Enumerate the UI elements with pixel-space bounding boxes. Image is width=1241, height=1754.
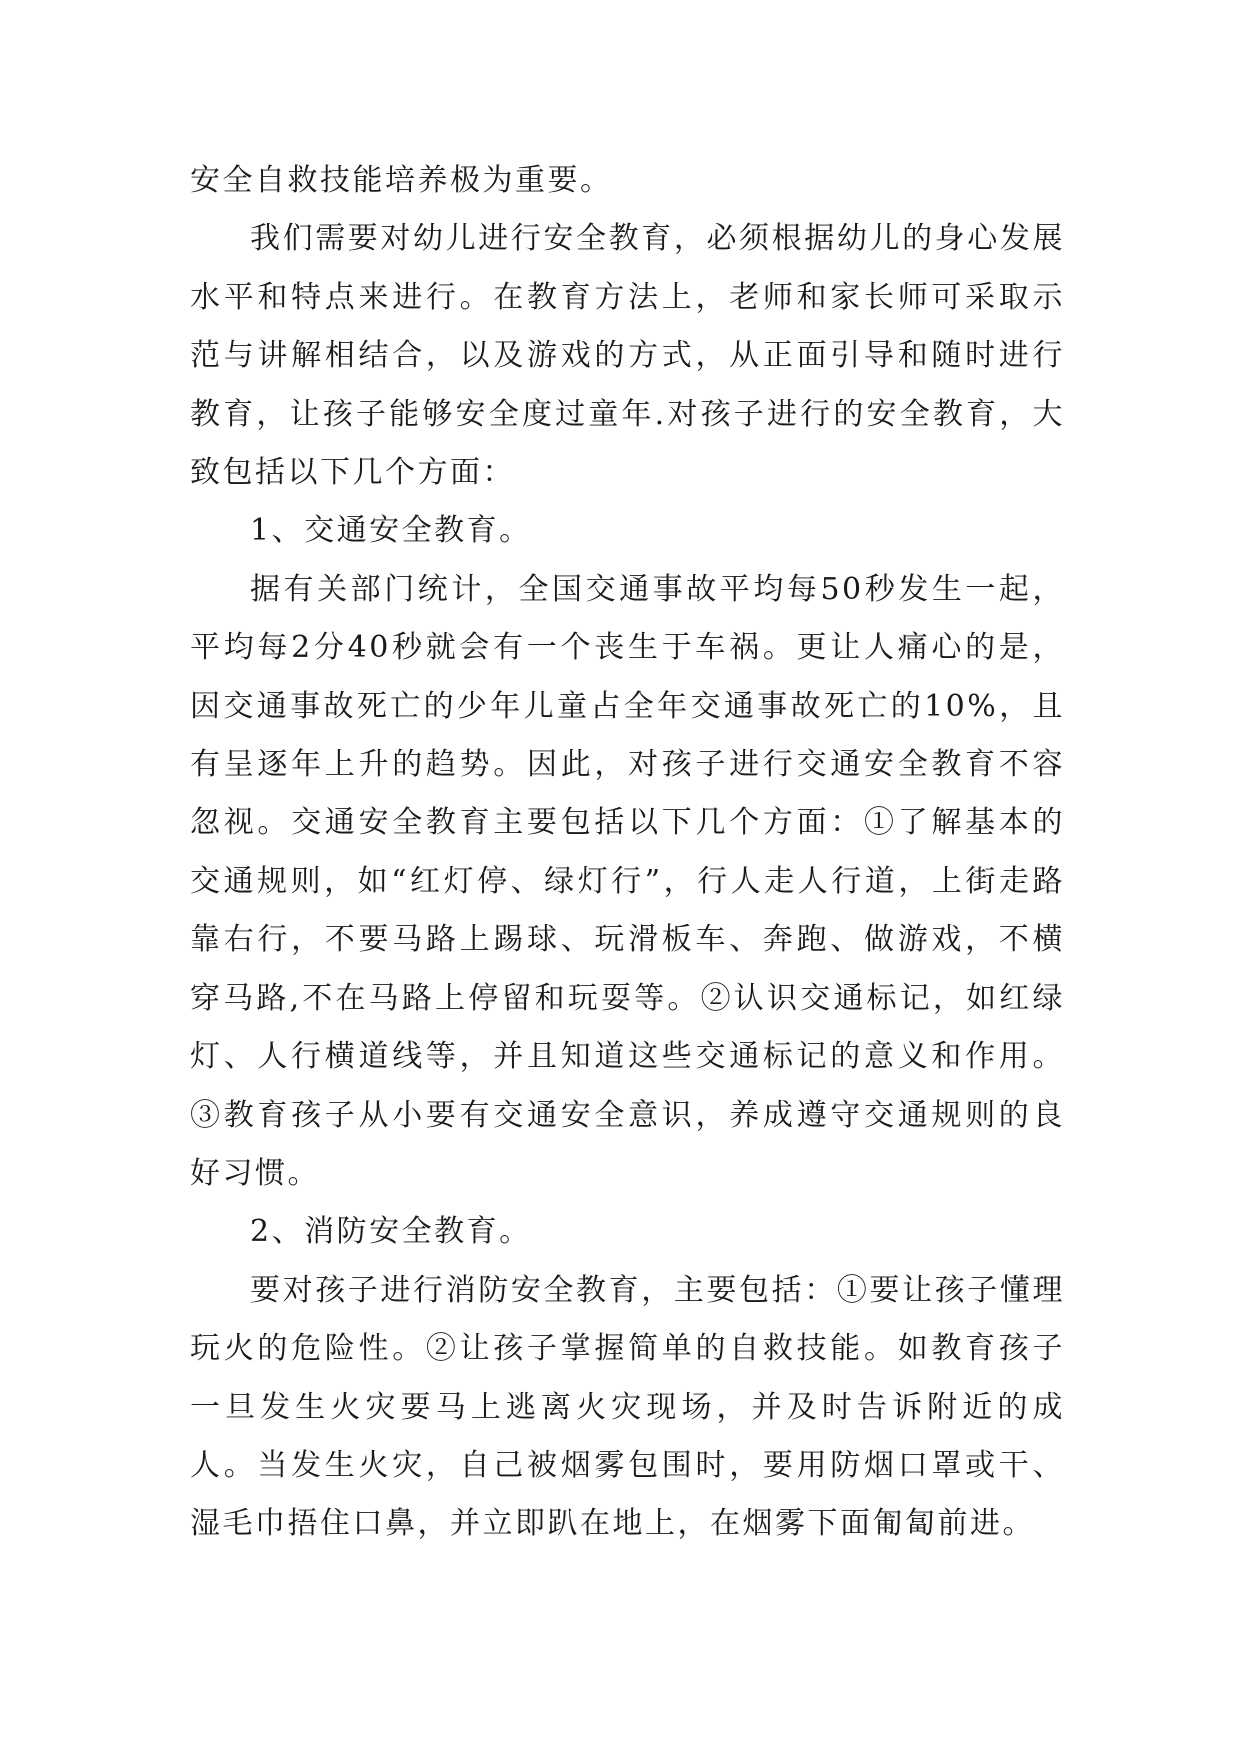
paragraph-continuation: 安全自救技能培养极为重要。 xyxy=(190,163,613,198)
section-heading-traffic: 1、交通安全教育。 xyxy=(250,513,532,549)
paragraph-intro: 我们需要对幼儿进行安全教育，必须根据幼儿的身心发展水平和特点来进行。在教育方法上，老师和家长师可采取示范与讲解相结合，以及游戏的方式，从正面引导和随时进行教育，让孩子能够安全度过童年.对孩子进行的安全教育，大致包括以下几个方面： xyxy=(190,221,1065,491)
section-heading-fire: 2、消防安全教育。 xyxy=(250,1214,532,1250)
document-page xyxy=(190,152,1065,1554)
paragraph-traffic: 据有关部门统计，全国交通事故平均每50秒发生一起，平均每2分40秒就会有一个丧生于车祸。更让人痛心的是，因交通事故死亡的少年儿童占全年交通事故死亡的10%，且有呈逐年上升的趋势。因此，对孩子进行交通安全教育不容忽视。交通安全教育主要包括以下几个方面：①了解基本的交通规则，如“红灯停、绿灯行”，行人走人行道，上街走路靠右行，不要马路上踢球、玩滑板车、奔跑、做游戏，不横穿马路,不在马路上停留和玩耍等。②认识交通标记，如红绿灯、人行横道线等，并且知道这些交通标记的意义和作用。③教育孩子从小要有交通安全意识，养成遵守交通规则的良好习惯。 xyxy=(190,571,1065,1191)
paragraph-fire: 要对孩子进行消防安全教育，主要包括：①要让孩子懂理玩火的危险性。②让孩子掌握简单的自救技能。如教育孩子一旦发生火灾要马上逃离火灾现场，并及时告诉附近的成人。当发生火灾，自己被烟雾包围时，要用防烟口罩或干、湿毛巾捂住口鼻，并立即趴在地上，在烟雾下面匍匐前进。 xyxy=(190,1272,1065,1542)
